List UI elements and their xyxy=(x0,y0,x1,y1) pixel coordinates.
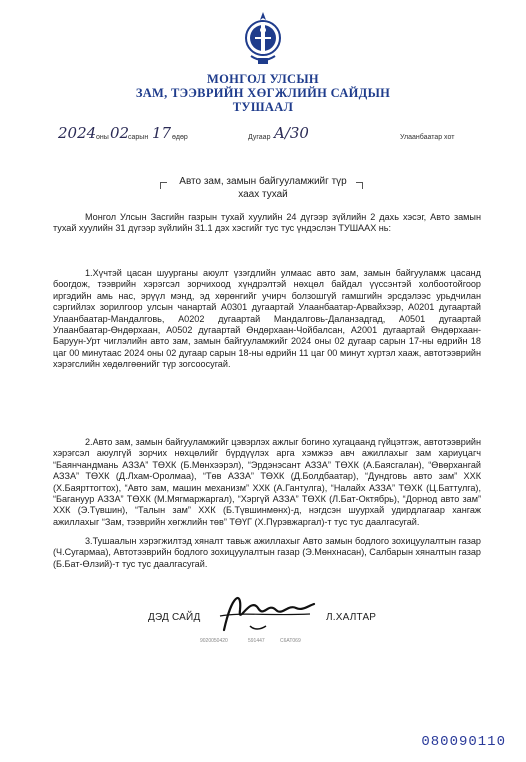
date-year-suffix: оны xyxy=(96,134,109,141)
date-year: 2024 xyxy=(58,124,97,142)
date-day: 17 xyxy=(152,124,172,142)
stamp-number-1: 9020050420 xyxy=(200,638,228,644)
preamble: Монгол Улсын Засгийн газрын тухай хуулийн 24 дүгээр зүйлийн 2 дахь хэсэг, Авто замын тухай хуулийн 31 дүгээр зүйлийн 31.1 дэх хэсгийг тус тус үндэслэн ТУШААХ нь: xyxy=(53,212,481,234)
header-ministry: ЗАМ, ТЭЭВРИЙН ХӨГЖЛИЙН САЙДЫН xyxy=(135,86,391,100)
stamp-number-3: С6АТ069 xyxy=(280,638,301,644)
document-number: A/30 xyxy=(274,124,309,142)
state-emblem-icon xyxy=(243,8,283,66)
paragraph-3: 3.Тушаалын хэрэгжилтэд хяналт тавьж ажиллахыг Авто замын бодлого зохицуулалтын газар (Ч.Сугармаа), Автотээврийн бодлого зохицуулалтын газар (Э.Мөнхнасан), Салбарын хяналтын газар (Б.Бат-Өлзий)-т тус тус даалгасугай. xyxy=(53,536,481,569)
serial-number: 080090110 xyxy=(421,734,506,750)
date-day-suffix: өдөр xyxy=(172,134,188,141)
number-label: Дугаар xyxy=(248,134,271,141)
date-month: 02 xyxy=(110,124,130,142)
stamp-number-2: 591447 xyxy=(248,638,265,644)
paragraph-2: 2.Авто зам, замын байгууламжийг цэвэрлэх ажлыг богино хугацаанд гүйцэтгэж, автотээврийн хэрэгсэл аюулгүй зорчих нөхцөлийг бүрдүүлэх арга хэмжээ авч ажиллахыг зам хариуцагч “Баянчандмань АЗЗА” ТӨХК (Б.Мөнхээрэл), “Эрдэнэсант АЗЗА” ТӨХК (А.Баясгалан), “Өвөрхангай АЗЗА” ТӨХК (Д.Лхам-Оролмаа), “Төв АЗЗА” ТӨХК (Д.Болдбаатар), “Дундговь авто зам” ХХК (Х.Баярттогтох), “Авто зам, машин механизм” ХХК (А.Гантулга), “Налайх АЗЗА” ТӨХК (Ц.Баттулга), “Багануур АЗЗА” ТӨХК (М.Мягмаржаргал), “Хэргүй АЗЗА” ТӨХК (Л.Бат-Октябрь), “Дорнод авто зам” ХХК (Э.Түвшин), “Талын зам” ХХК (Б.Түвшинмөнх)-д, нэгдсэн шуурхай удирдлагаар хангаж ажиллахыг “Зам, тээврийн хөгжлийн төв” ТӨҮГ (Х.Пүрэвжаргал)-т тус тус даалгасугай. xyxy=(53,437,481,527)
date-month-suffix: сарын xyxy=(128,134,149,141)
signer-title: ДЭД САЙД xyxy=(148,612,201,623)
signer-name: Л.ХАЛТАР xyxy=(326,612,377,623)
header-document-type: ТУШААЛ xyxy=(232,100,294,114)
subject-line-2: хаах тухай xyxy=(238,189,288,200)
dateline xyxy=(0,126,526,146)
paragraph-1: 1.Хүчтэй цасан шуурганы аюулт үзэгдлийн улмаас авто зам, замын байгууламж цасанд боогдож, тээврийн хэрэгсэл зорчихоод хүндрэлтэй нөхцөл байдал үүссэнтэй холбоотойгоор иргэдийн амь нас, эрүүл мэнд, эд хөрөнгийг учирч болзошгүй гамшгийн эрсдэлээс урьдчилан сэргийлэх зорилгоор улсын чанартай A0301 дугаартай Улаанбаатар-Арвайхээр, A0201 дугаартай Улаанбаатар-Мандалговь, A0202 дугаартай Мандалговь-Даланзадгад, A0501 дугаартай Улаанбаатар-Өндөрхаан, A0502 дугаартай Өндөрхаан-Чойбалсан, A2001 дугаартай Өндөрхаан-Баруун-Урт чиглэлийн авто зам, замын байгууламжийг 2024 оны 02 дугаар сарын 17-ны өдрийн 18 цаг 00 минутаас 2024 оны 02 дугаар сарын 18-ны өдрийн 11 цаг 00 минут хүртэл хааж, автотээврийн хэрэгслийн хөдөлгөөнийг түр зогсоосугай. xyxy=(53,268,481,370)
handwritten-signature xyxy=(210,586,320,636)
header-country: МОНГОЛ УЛСЫН xyxy=(207,72,319,86)
city: Улаанбаатар хот xyxy=(400,134,455,141)
stamp-numbers xyxy=(0,638,526,648)
subject-line-1: Авто зам, замын байгууламжийг түр xyxy=(179,176,347,187)
